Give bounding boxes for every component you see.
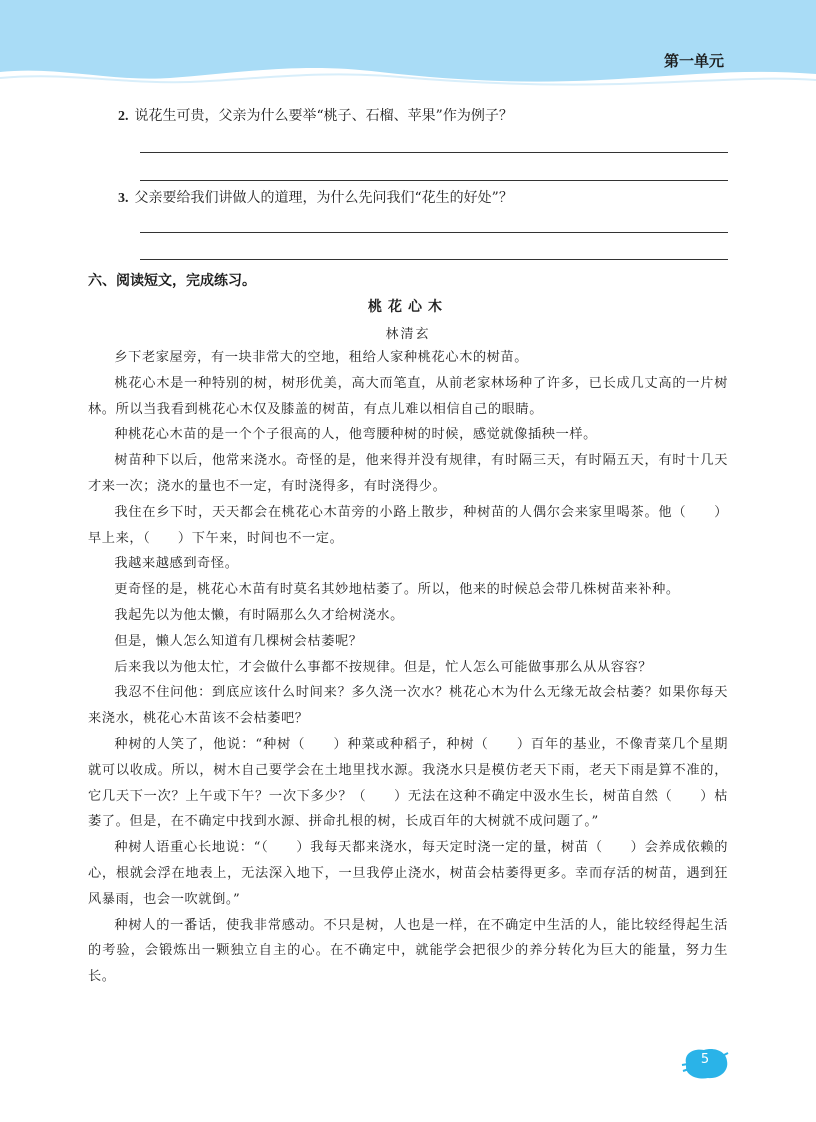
answer-line[interactable]: [140, 152, 728, 153]
paragraph: 我起先以为他太懒，有时隔那么久才给树浇水。: [114, 607, 404, 623]
answer-line[interactable]: [140, 232, 728, 233]
question-text: 父亲要给我们讲做人的道理，为什么先问我们“花生的好处”？: [134, 190, 513, 206]
question-3: [118, 188, 513, 209]
paragraph: 我住在乡下时，天天都会在桃花心木苗旁的小路上散步，种树苗的人偶尔会来家里喝茶。他（ ）早上来，（ ）下午来，时间也不一定。: [88, 504, 728, 546]
paragraph: 桃花心木是一种特别的树，树形优美，高大而笔直，从前老家林场种了许多，已长成几丈高的一片树林。所以当我看到桃花心木仅及膝盖的树苗，有点儿难以相信自己的眼睛。: [88, 375, 728, 417]
paragraph: 种树人的一番话，使我非常感动。不只是树，人也是一样，在不确定中生活的人，能比较经得起生活的考验，会锻炼出一颗独立自主的心。在不确定中，就能学会把很少的养分转化为巨大的能量，努力生长。: [88, 917, 728, 985]
question-number: 2.: [118, 109, 129, 124]
article-title: 桃花心木: [368, 299, 448, 315]
paragraph: 我忍不住问他：到底应该什么时间来？多久浇一次水？桃花心木为什么无缘无故会枯萎？如果你每天来浇水，桃花心木苗该不会枯萎吧？: [88, 685, 728, 727]
article-body: [88, 345, 728, 990]
paragraph: 但是，懒人怎么知道有几棵树会枯萎呢？: [114, 633, 363, 649]
paragraph: 树苗种下以后，他常来浇水。奇怪的是，他来得并没有规律，有时隔三天，有时隔五天，有时十几天才来一次；浇水的量也不一定，有时浇得多，有时浇得少。: [88, 453, 728, 494]
paragraph: 更奇怪的是，桃花心木苗有时莫名其妙地枯萎了。所以，他来的时候总会带几株树苗来补种。: [114, 582, 680, 598]
header-band: [0, 0, 816, 86]
question-text: 说花生可贵，父亲为什么要举“桃子、石榴、苹果”作为例子？: [134, 108, 513, 124]
paragraph: 我越来越感到奇怪。: [114, 556, 239, 572]
article-author: 林清玄: [385, 327, 431, 342]
unit-label: 第一单元: [663, 52, 724, 70]
paragraph: 后来我以为他太忙，才会做什么事都不按规律。但是，忙人怎么可能做事那么从从容容？: [114, 659, 653, 675]
section-title: 六、阅读短文，完成练习。: [88, 273, 256, 289]
paragraph: 乡下老家屋旁，有一块非常大的空地，租给人家种桃花心木的树苗。: [114, 350, 529, 365]
answer-line[interactable]: [140, 180, 728, 181]
answer-line[interactable]: [140, 259, 728, 260]
paragraph: 种树人语重心长地说：“（ ）我每天都来浇水，每天定时浇一定的量，树苗（ ）会养成依赖的心，根就会浮在地表上，无法深入地下，一旦我停止浇水，树苗会枯萎得更多。幸而存活的树苗，遇到狂风暴雨，也会一吹就倒。”: [88, 840, 728, 907]
paragraph: 种树的人笑了，他说：“种树（ ）种菜或种稻子，种树（ ）百年的基业，不像青菜几个星期就可以收成。所以，树木自己要学会在土地里找水源。我浇水只是模仿老天下雨，老天下雨是算不准的，它几天下一次？上午或下午？一次下多少？（ ）无法在这种不确定中汲水生长，树苗自然（ ）枯萎了。但是，在不确定中找到水源、拼命扎根的树，长成百年的大树就不成问题了。”: [88, 736, 728, 830]
question-2: [118, 106, 513, 127]
page-number: 5: [700, 1052, 710, 1067]
question-number: 3.: [118, 191, 129, 206]
paragraph: 种桃花心木苗的是一个个子很高的人，他弯腰种树的时候，感觉就像插秧一样。: [114, 427, 597, 443]
